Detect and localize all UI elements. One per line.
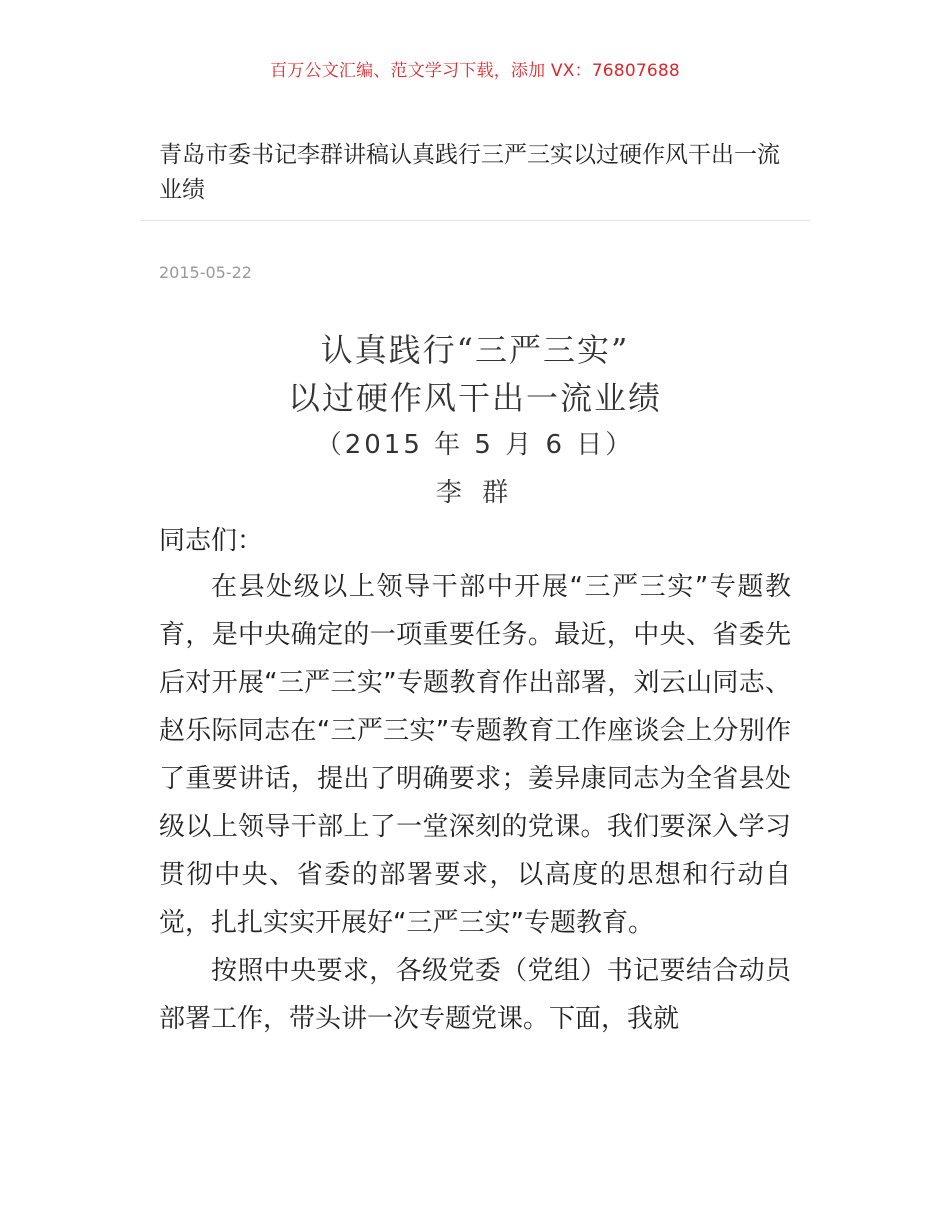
speech-date: （2015 年 5 月 6 日） (315, 430, 635, 460)
speech-body (159, 563, 791, 1043)
promo-banner: 百万公文汇编、范文学习下载，添加 VX：76807688 (270, 61, 680, 81)
salutation: 同志们： (159, 526, 264, 556)
speech-author: 李 群 (435, 478, 515, 508)
publish-date: 2015-05-22 (159, 263, 252, 282)
body-paragraph-2: 按照中央要求，各级党委（党组）书记要结合动员部署工作，带头讲一次专题党课。下面，我就 (159, 956, 791, 1034)
title-divider (140, 220, 810, 221)
article-title: 青岛市委书记李群讲稿认真践行三严三实以过硬作风干出一流业绩 (159, 142, 780, 203)
speech-heading-line-2: 以过硬作风干出一流业绩 (287, 379, 662, 417)
speech-heading (0, 326, 950, 422)
speech-heading-line-1: 认真践行“三严三实” (320, 331, 630, 369)
body-paragraph-1: 在县处级以上领导干部中开展“三严三实”专题教育，是中央确定的一项重要任务。最近，中央、省委先后对开展“三严三实”专题教育作出部署，刘云山同志、赵乐际同志在“三严三实”专题教育工作座谈会上分别作了重要讲话，提出了明确要求；姜异康同志为全省县处级以上领导干部上了一堂深刻的党课。我们要深入学习贯彻中央、省委的部署要求，以高度的思想和行动自觉，扎扎实实开展好“三严三实”专题教育。 (159, 572, 791, 938)
